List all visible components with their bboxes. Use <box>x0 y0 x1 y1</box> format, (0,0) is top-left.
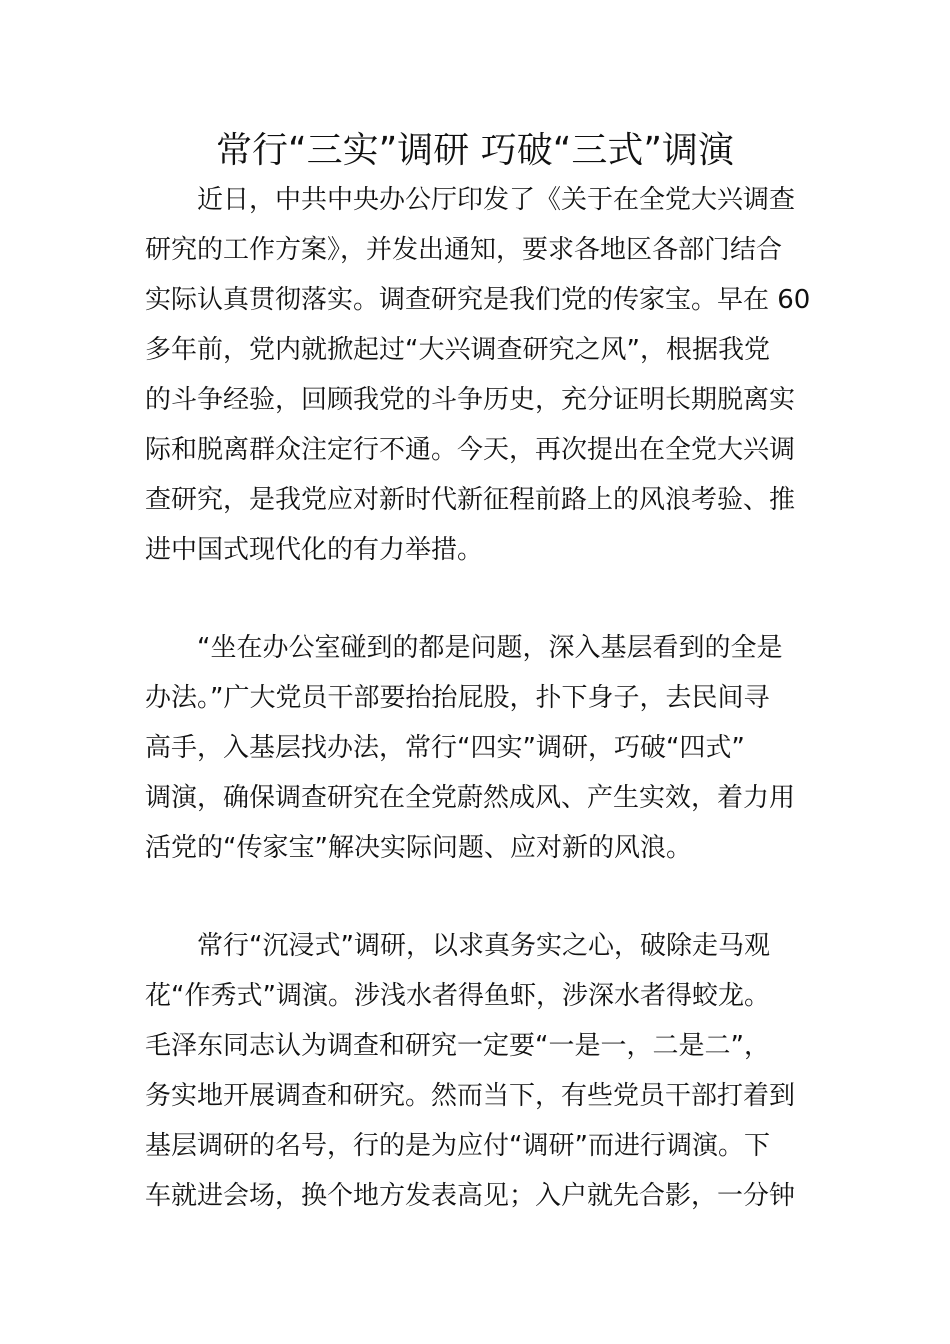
text-line: 务实地开展调查和研究。然而当下，有些党员干部打着到 <box>145 1081 796 1111</box>
text-line: 进中国式现代化的有力举措。 <box>145 535 484 565</box>
text-line: 毛泽东同志认为调查和研究一定要“一是一，二是二”， <box>145 1031 770 1061</box>
text-line: 查研究，是我党应对新时代新征程前路上的风浪考验、推 <box>145 485 796 515</box>
text-line: 多年前，党内就掀起过“大兴调查研究之风”，根据我党 <box>145 335 770 365</box>
text-line: 际和脱离群众注定行不通。今天，再次提出在全党大兴调 <box>145 435 796 465</box>
text-line: 的斗争经验，回顾我党的斗争历史，充分证明长期脱离实 <box>145 385 796 415</box>
document-title: 常行“三实”调研 巧破“三式”调演 <box>215 130 735 171</box>
text-line: 花“作秀式”调演。涉浅水者得鱼虾，涉深水者得蛟龙。 <box>145 981 770 1011</box>
text-line: 车就进会场，换个地方发表高见；入户就先合影，一分钟 <box>145 1181 796 1211</box>
text-line: 活党的“传家宝”解决实际问题、应对新的风浪。 <box>145 833 692 863</box>
text-line: “坐在办公室碰到的都是问题，深入基层看到的全是 <box>197 633 783 663</box>
text-line: 常行“沉浸式”调研，以求真务实之心，破除走马观 <box>197 931 770 961</box>
text-line: 研究的工作方案》，并发出通知，要求各地区各部门结合 <box>145 235 783 265</box>
text-line: 调演，确保调查研究在全党蔚然成风、产生实效，着力用 <box>145 783 796 813</box>
paragraph-1 <box>145 175 810 575</box>
text-line: 办法。”广大党员干部要抬抬屁股，扑下身子，去民间寻 <box>145 683 770 713</box>
paragraph-2 <box>145 623 810 873</box>
paragraph-3 <box>145 921 810 1221</box>
text-line: 实际认真贯彻落实。调查研究是我们党的传家宝。早在 60 <box>145 285 811 315</box>
text-line: 近日，中共中央办公厅印发了《关于在全党大兴调查 <box>197 185 796 215</box>
text-line: 高手，入基层找办法，常行“四实”调研，巧破“四式” <box>145 733 745 763</box>
text-line: 基层调研的名号，行的是为应付“调研”而进行调演。下 <box>145 1131 770 1161</box>
